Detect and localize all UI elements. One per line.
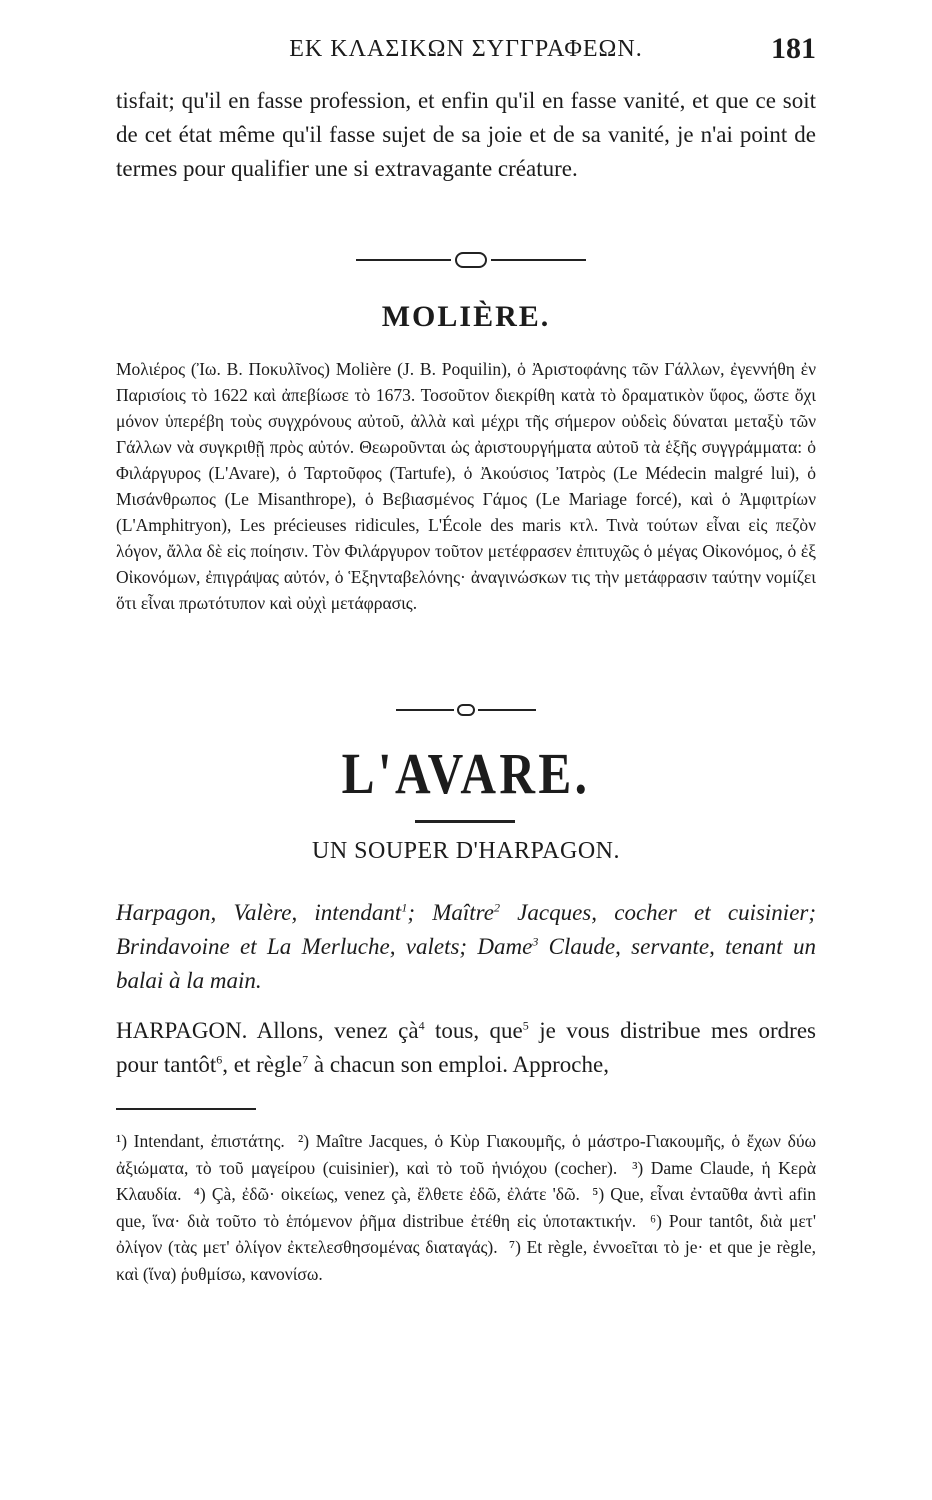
scene-subtitle: UN SOUPER D'HARPAGON. (312, 838, 620, 864)
page-number: 181 (771, 32, 816, 65)
footnote-4: ⁴) Çà, ἐδῶ· οἰκείως, venez çà, ἔλθετε ἐδῶ, ἐλάτε 'δῶ. (193, 1184, 580, 1204)
footnote-3: ³) Dame Claude, ἡ Κερὰ Κλαυδία. (116, 1157, 816, 1204)
harpagon-speech: HARPAGON. Allons, venez $çà^4$ tous, que$^5$ je vous distribue mes ordres pour tantôt$^6$, et règle$^7$ à chacun son emploi. Approche, (116, 1018, 816, 1077)
cast-list-block (116, 896, 816, 998)
moliere-biography-block (116, 356, 816, 616)
small-ornament-divider-icon (396, 702, 536, 718)
speech-block (116, 1014, 816, 1082)
play-title: L'AVARE. (341, 741, 591, 806)
footnote-2: ²) Maître Jacques, ὁ Κὺρ Γιακουμῆς, ὁ μάστρο-Γιακουμῆς, ὁ ἔχων δύω ἀξιώματα, τὸ τοῦ μαγείρου (cuisinier), καὶ τὸ τοῦ ἡνιόχου (cocher). (116, 1131, 816, 1178)
opening-paragraph: tisfait; qu'il en fasse profession, et enfin qu'il en fasse vanité, et que ce soit de cet état même qu'il fasse sujet de sa joie et de sa vanité, je n'ai point de termes pour qualifier une si extravagante créature. (116, 88, 816, 181)
title-rule (415, 820, 515, 823)
cast-list: Harpagon, Valère, intendant$^1$; Maître$^2$ Jacques, cocher et cuisinier; Brindavoine et La Merluche, valets; Dame$^3$ Claude, servante, tenant un balai à la main. (116, 900, 817, 993)
footnote-rule (116, 1108, 256, 1110)
opening-paragraph-block (116, 84, 816, 186)
footnotes-block (116, 1128, 816, 1287)
footnote-5: ⁵) Que, εἶναι ἐνταῦθα ἀντὶ afin que, ἵνα· διὰ τοῦτο τὸ ἑπόμενον ῥῆμα distribue ἐτέθη εἰς ὑποτακτικήν. (116, 1184, 817, 1231)
running-head (0, 30, 932, 70)
running-title: ΕΚ ΚΛΑΣΙΚΩΝ ΣΥΓΓΡΑΦΕΩΝ. (289, 36, 643, 62)
footnotes (116, 1128, 816, 1287)
moliere-biography: Μολιέρος (Ἰω. Β. Ποκυλῖνος) Molière (J. B. Poquilin), ὁ Ἀριστοφάνης τῶν Γάλλων, ἐγεννήθη ἐν Παρισίοις τὸ 1622 καὶ ἀπεβίωσε τὸ 1673. Τοσοῦτον διεκρίθη κατὰ τὸ δραματικὸν ὕφος, ὥστε ὄχι μόνον ὑπερέβη τοὺς συγχρόνους αὐτοῦ, ἀλλὰ καὶ μέχρι τῆς σήμερον οὐδεὶς δύναται μεταξὺ τῶν Γάλλων νὰ συγκριθῇ πρὸς αὐτόν. Θεωροῦνται ὡς ἀριστουργήματα αὐτοῦ τὰ ἑξῆς συγγράμματα: ὁ Φιλάργυρος (L'Avare), ὁ Ταρτοῦφος (Tartufe), ὁ Ἀκούσιος Ἰατρὸς (Le Médecin malgré lui), ὁ Μισάνθρωπος (Le Misanthrope), ὁ Βεβιασμένος Γάμος (Le Mariage forcé), καὶ ὁ Ἀμφιτρίων (L'Amphitryon), Les précieuses ridicules, L'École des maris κτλ. Τινὰ τούτων εἶναι εἰς πεζὸν λόγον, ἄλλα δὲ εἰς ποίησιν. Τὸν Φιλάργυρον τοῦτον μετέφρασεν ἐπιτυχῶς ὁ μέγας Οἰκονόμος, ὁ ἐξ Οἰκονόμων, ἐπιγράψας αὐτόν, ὁ Ἑξηνταβελόνης· ἀναγινώσκων τις τὴν μετάφρασιν ταύτην νομίζει ὅτι εἶναι πρωτότυπον καὶ οὐχὶ μετάφρασις. (116, 359, 816, 613)
footnote-6: ⁶) Pour tantôt, διὰ μετ' ὀλίγον (τὰς μετ' ὀλίγον ἐκτελεσθησομένας διαταγάς). (116, 1210, 816, 1257)
ornament-divider-icon (356, 250, 586, 270)
section-title-moliere: MOLIÈRE. (381, 300, 551, 333)
footnote-1: ¹) Intendant, ἐπιστάτης. (116, 1131, 285, 1151)
footnote-7: ⁷) Et règle, ἐννοεῖται τὸ je· et que je règle, καὶ (ἵνα) ῥυθμίσω, κανονίσω. (116, 1237, 817, 1284)
